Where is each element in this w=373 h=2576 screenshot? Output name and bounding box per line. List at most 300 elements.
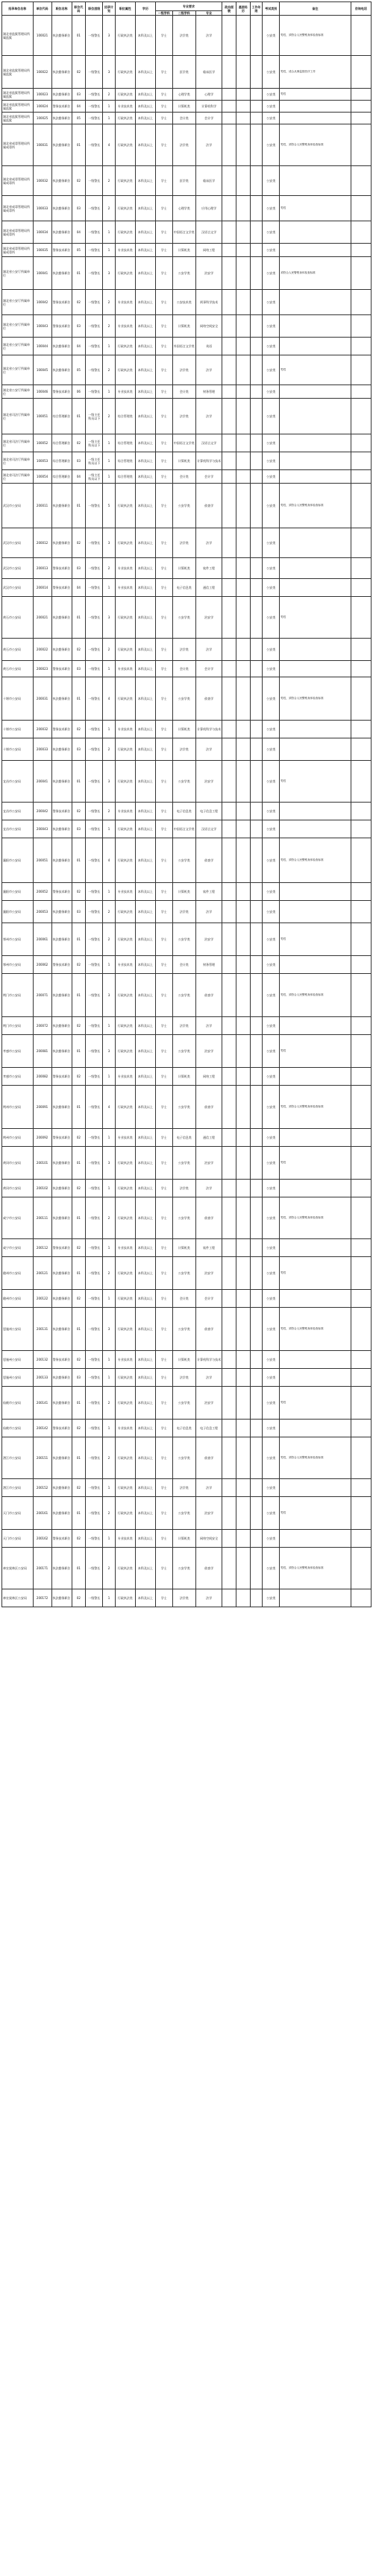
major-level3-cell: 会计学 [195, 470, 222, 484]
unit-code-cell: 100046 [33, 385, 51, 399]
plan-count-cell: 2 [103, 738, 116, 761]
unit-code-cell: 200012 [33, 528, 51, 558]
major-level3-cell: 侦查学 [195, 1197, 222, 1239]
major-level2-cell: 计算机类 [172, 1068, 195, 1086]
major-level3-cell: 法学 [195, 124, 222, 166]
major-level1-cell: 学士 [155, 113, 172, 124]
exam-type-cell: 公安类 [263, 1239, 280, 1257]
grassroots-cell [236, 974, 250, 1017]
exam-type-cell: 公安类 [263, 1257, 280, 1290]
exam-type-cell: 公安类 [263, 101, 280, 113]
major-level2-cell: 公安学类 [172, 1086, 195, 1129]
political-status-cell [222, 1086, 236, 1129]
exam-type-cell: 公安类 [263, 579, 280, 597]
remarks-cell: 男性，须符合人民警察身体检查标准 [280, 677, 351, 721]
major-level3-cell: 治安学 [195, 1147, 222, 1180]
exam-type-cell: 公安类 [263, 355, 280, 385]
exam-type-cell: 公安类 [263, 56, 280, 89]
political-status-cell [222, 452, 236, 470]
major-level3-cell: 计算机科学与技术 [195, 452, 222, 470]
political-status-cell [222, 1548, 236, 1589]
position-name-cell: 警务技术职位 [51, 883, 72, 901]
position-name-cell: 执法勤务职位 [51, 597, 72, 639]
major-level1-cell: 学士 [155, 838, 172, 883]
unit-name-cell: 天门市公安局 [2, 1497, 34, 1530]
education-cell: 本科及以上 [135, 290, 155, 315]
remarks-cell [280, 434, 351, 452]
work-exp-cell [250, 244, 263, 257]
unit-code-cell: 200043 [33, 820, 51, 838]
unit-name-cell: 湖北省戒毒管理局所属戒毒所 [2, 221, 34, 244]
education-cell: 本科及以上 [135, 1068, 155, 1086]
header-major-level2: 二级学科 [172, 11, 195, 16]
major-level2-cell: 法学类 [172, 1180, 195, 1197]
position-type-cell: 专业技术类 [115, 1420, 135, 1437]
remarks-cell [280, 738, 351, 761]
position-level-cell: 一级警长 [86, 528, 103, 558]
major-level1-cell: 学士 [155, 956, 172, 974]
major-level2-cell: 会计类 [172, 470, 195, 484]
grassroots-cell [236, 1437, 250, 1479]
position-code-cell: 02 [72, 1290, 86, 1308]
plan-count-cell: 1 [103, 1017, 116, 1035]
table-body [2, 16, 372, 1607]
grassroots-cell [236, 1548, 250, 1589]
major-level3-cell: 软件工程 [195, 1239, 222, 1257]
table-row [2, 1147, 372, 1180]
position-level-cell: 一级警长 [86, 355, 103, 385]
unit-name-cell: 荆州市公安局 [2, 1086, 34, 1129]
table-row [2, 484, 372, 528]
remarks-cell: 男性，须符合人民警察身体检查标准 [280, 974, 351, 1017]
plan-count-cell: 1 [103, 452, 116, 470]
work-exp-cell [250, 883, 263, 901]
position-code-cell: 01 [72, 1147, 86, 1180]
position-type-cell: 专业技术类 [115, 244, 135, 257]
major-level3-cell: 法学 [195, 1479, 222, 1497]
position-level-cell: 一级警长 [86, 1197, 103, 1239]
consult-phone-cell [351, 558, 371, 579]
grassroots-cell [236, 1017, 250, 1035]
plan-count-cell: 1 [103, 1479, 116, 1497]
unit-name-cell: 咸宁市公安局 [2, 1197, 34, 1239]
position-level-cell: 一级警长 [86, 820, 103, 838]
position-level-cell: 一级警长 [86, 101, 103, 113]
table-row [2, 399, 372, 434]
position-type-cell: 行政执法类 [115, 1589, 135, 1607]
table-row [2, 113, 372, 124]
major-level2-cell: 公安学类 [172, 257, 195, 290]
grassroots-cell [236, 1497, 250, 1530]
plan-count-cell: 1 [103, 338, 116, 355]
position-name-cell: 执法勤务职位 [51, 257, 72, 290]
consult-phone-cell [351, 166, 371, 196]
position-name-cell: 警务技术职位 [51, 1351, 72, 1369]
major-level1-cell: 学士 [155, 883, 172, 901]
plan-count-cell: 1 [103, 221, 116, 244]
position-code-cell: 01 [72, 597, 86, 639]
major-level2-cell: 法学类 [172, 639, 195, 661]
grassroots-cell [236, 803, 250, 820]
position-level-cell: 一级警长 [86, 113, 103, 124]
unit-code-cell: 100044 [33, 338, 51, 355]
exam-type-cell: 公安类 [263, 761, 280, 803]
unit-name-cell: 潜江市公安局 [2, 1479, 34, 1497]
work-exp-cell [250, 820, 263, 838]
exam-type-cell: 公安类 [263, 221, 280, 244]
unit-name-cell: 十堰市公安局 [2, 721, 34, 738]
unit-code-cell: 200101 [33, 1147, 51, 1180]
major-level3-cell: 侦查学 [195, 1308, 222, 1351]
major-level1-cell: 学士 [155, 528, 172, 558]
major-level2-cell: 法学类 [172, 528, 195, 558]
unit-code-cell: 200051 [33, 838, 51, 883]
work-exp-cell [250, 338, 263, 355]
position-level-cell: 一级警长 [86, 1068, 103, 1086]
position-code-cell: 01 [72, 1086, 86, 1129]
major-level3-cell: 计算机科学 [195, 101, 222, 113]
grassroots-cell [236, 721, 250, 738]
education-cell: 本科及以上 [135, 257, 155, 290]
major-level1-cell: 学士 [155, 1369, 172, 1387]
major-level1-cell: 学士 [155, 639, 172, 661]
grassroots-cell [236, 1129, 250, 1147]
table-row [2, 290, 372, 315]
consult-phone-cell [351, 738, 371, 761]
major-level3-cell: 应用心理学 [195, 196, 222, 221]
work-exp-cell [250, 1129, 263, 1147]
exam-type-cell: 公安类 [263, 338, 280, 355]
plan-count-cell: 2 [103, 399, 116, 434]
exam-type-cell: 公安类 [263, 1548, 280, 1589]
major-level1-cell: 学士 [155, 1437, 172, 1479]
unit-code-cell: 200171 [33, 1548, 51, 1589]
position-type-cell: 行政执法类 [115, 1257, 135, 1290]
position-name-cell: 执法勤务职位 [51, 89, 72, 101]
position-level-cell: 一级警长 [86, 639, 103, 661]
unit-code-cell: 200092 [33, 1129, 51, 1147]
major-level2-cell: 公安学类 [172, 1437, 195, 1479]
education-cell: 本科及以上 [135, 1351, 155, 1369]
consult-phone-cell [351, 1437, 371, 1479]
position-name-cell: 警务技术职位 [51, 290, 72, 315]
table-row [2, 124, 372, 166]
exam-type-cell: 公安类 [263, 1147, 280, 1180]
unit-name-cell: 湖北省公安厅所属单位 [2, 290, 34, 315]
position-level-cell: 一级警长 [86, 1387, 103, 1420]
exam-type-cell: 公安类 [263, 558, 280, 579]
position-name-cell: 警务技术职位 [51, 721, 72, 738]
grassroots-cell [236, 452, 250, 470]
header-position-level: 职位层级 [86, 2, 103, 16]
header-position-type: 职位属性 [115, 2, 135, 16]
consult-phone-cell [351, 901, 371, 923]
remarks-cell [280, 1479, 351, 1497]
table-row [2, 1420, 372, 1437]
political-status-cell [222, 196, 236, 221]
work-exp-cell [250, 124, 263, 166]
position-name-cell: 执法勤务职位 [51, 639, 72, 661]
major-level2-cell: 计算机类 [172, 883, 195, 901]
unit-name-cell: 孝感市公安局 [2, 1035, 34, 1068]
education-cell: 本科及以上 [135, 1387, 155, 1420]
unit-name-cell: 宜昌市公安局 [2, 803, 34, 820]
consult-phone-cell [351, 355, 371, 385]
plan-count-cell: 2 [103, 196, 116, 221]
education-cell: 本科及以上 [135, 761, 155, 803]
major-level2-cell: 电子信息类 [172, 1129, 195, 1147]
consult-phone-cell [351, 1129, 371, 1147]
major-level2-cell: 法学类 [172, 1479, 195, 1497]
plan-count-cell: 3 [103, 1147, 116, 1180]
grassroots-cell [236, 315, 250, 338]
political-status-cell [222, 1147, 236, 1180]
unit-name-cell: 武汉市公安局 [2, 558, 34, 579]
major-level3-cell: 侦查学 [195, 838, 222, 883]
unit-name-cell: 湖北省监狱管理局所属监狱 [2, 56, 34, 89]
table-row [2, 257, 372, 290]
plan-count-cell: 2 [103, 1387, 116, 1420]
education-cell: 本科及以上 [135, 221, 155, 244]
major-level1-cell: 学士 [155, 1548, 172, 1589]
political-status-cell [222, 528, 236, 558]
exam-type-cell: 公安类 [263, 1068, 280, 1086]
political-status-cell [222, 883, 236, 901]
header-education: 学历 [135, 2, 155, 16]
unit-code-cell: 100025 [33, 113, 51, 124]
major-level2-cell: 会计类 [172, 661, 195, 677]
grassroots-cell [236, 1239, 250, 1257]
plan-count-cell: 2 [103, 1437, 116, 1479]
position-code-cell: 03 [72, 196, 86, 221]
exam-type-cell: 公安类 [263, 901, 280, 923]
exam-type-cell: 公安类 [263, 470, 280, 484]
position-level-cell: 一级警长 [86, 385, 103, 399]
work-exp-cell [250, 452, 263, 470]
unit-name-cell: 荆门市公安局 [2, 974, 34, 1017]
consult-phone-cell [351, 315, 371, 338]
grassroots-cell [236, 355, 250, 385]
grassroots-cell [236, 1197, 250, 1239]
grassroots-cell [236, 196, 250, 221]
major-level1-cell: 学士 [155, 923, 172, 956]
unit-code-cell: 200122 [33, 1290, 51, 1308]
education-cell: 本科及以上 [135, 820, 155, 838]
plan-count-cell: 2 [103, 923, 116, 956]
education-cell: 本科及以上 [135, 470, 155, 484]
position-level-cell: 一级警长 [86, 221, 103, 244]
exam-type-cell: 公安类 [263, 677, 280, 721]
major-level3-cell: 电子信息工程 [195, 1420, 222, 1437]
remarks-cell [280, 1017, 351, 1035]
consult-phone-cell [351, 56, 371, 89]
position-name-cell: 执法勤务职位 [51, 1147, 72, 1180]
remarks-cell: 男性，须符合人民警察身体检查标准 [280, 124, 351, 166]
remarks-cell [280, 399, 351, 434]
political-status-cell [222, 677, 236, 721]
remarks-cell [280, 558, 351, 579]
unit-code-cell: 100043 [33, 315, 51, 338]
position-name-cell: 执法勤务职位 [51, 974, 72, 1017]
table-row [2, 16, 372, 56]
unit-code-cell: 200142 [33, 1420, 51, 1437]
political-status-cell [222, 113, 236, 124]
plan-count-cell: 1 [103, 1180, 116, 1197]
unit-name-cell: 黄石市公安局 [2, 661, 34, 677]
position-code-cell: 01 [72, 761, 86, 803]
table-row [2, 355, 372, 385]
position-type-cell: 行政执法类 [115, 1035, 135, 1068]
position-level-cell: 一级警长 [86, 661, 103, 677]
unit-code-cell: 200053 [33, 901, 51, 923]
position-name-cell: 警务技术职位 [51, 558, 72, 579]
major-level3-cell: 软件工程 [195, 558, 222, 579]
grassroots-cell [236, 661, 250, 677]
consult-phone-cell [351, 16, 371, 56]
grassroots-cell [236, 820, 250, 838]
position-level-cell: 一级主任科员以下 [86, 470, 103, 484]
unit-name-cell: 湖北省公安厅所属单位 [2, 338, 34, 355]
work-exp-cell [250, 1308, 263, 1351]
position-code-cell: 03 [72, 738, 86, 761]
political-status-cell [222, 579, 236, 597]
work-exp-cell [250, 221, 263, 244]
position-type-cell: 专业技术类 [115, 721, 135, 738]
position-level-cell: 一级警长 [86, 923, 103, 956]
position-type-cell: 行政执法类 [115, 923, 135, 956]
position-name-cell: 警务技术职位 [51, 1129, 72, 1147]
position-type-cell: 行政执法类 [115, 974, 135, 1017]
unit-name-cell: 武汉市公安局 [2, 484, 34, 528]
major-level1-cell: 学士 [155, 579, 172, 597]
unit-name-cell: 仙桃市公安局 [2, 1420, 34, 1437]
positions-table [1, 1, 372, 1607]
consult-phone-cell [351, 221, 371, 244]
work-exp-cell [250, 355, 263, 385]
political-status-cell [222, 1308, 236, 1351]
unit-name-cell: 随州市公安局 [2, 1257, 34, 1290]
header-unit-name: 招录单位名称 [2, 2, 34, 16]
table-row [2, 1197, 372, 1239]
exam-type-cell: 公安类 [263, 1497, 280, 1530]
unit-code-cell: 100041 [33, 257, 51, 290]
position-type-cell: 专业技术类 [115, 1239, 135, 1257]
political-status-cell [222, 803, 236, 820]
major-level1-cell: 学士 [155, 124, 172, 166]
education-cell: 本科及以上 [135, 1437, 155, 1479]
exam-type-cell: 公安类 [263, 124, 280, 166]
education-cell: 本科及以上 [135, 1479, 155, 1497]
table-row [2, 597, 372, 639]
exam-type-cell: 公安类 [263, 1129, 280, 1147]
position-type-cell: 行政执法类 [115, 113, 135, 124]
unit-code-cell: 200023 [33, 661, 51, 677]
unit-name-cell: 湖北省戒毒管理局所属戒毒所 [2, 244, 34, 257]
plan-count-cell: 3 [103, 528, 116, 558]
remarks-cell [280, 1290, 351, 1308]
position-name-cell: 执法勤务职位 [51, 1290, 72, 1308]
education-cell: 本科及以上 [135, 721, 155, 738]
work-exp-cell [250, 113, 263, 124]
education-cell: 本科及以上 [135, 434, 155, 452]
table-row [2, 221, 372, 244]
position-code-cell: 02 [72, 1589, 86, 1607]
major-level1-cell: 学士 [155, 221, 172, 244]
political-status-cell [222, 1239, 236, 1257]
position-level-cell: 一级警长 [86, 1351, 103, 1369]
position-name-cell: 执法勤务职位 [51, 838, 72, 883]
table-row [2, 1068, 372, 1086]
plan-count-cell: 2 [103, 355, 116, 385]
position-name-cell: 执法勤务职位 [51, 1387, 72, 1420]
major-level3-cell: 汉语言文学 [195, 820, 222, 838]
unit-code-cell: 200131 [33, 1308, 51, 1351]
exam-type-cell: 公安类 [263, 196, 280, 221]
consult-phone-cell [351, 1239, 371, 1257]
position-name-cell: 警务技术职位 [51, 803, 72, 820]
major-level2-cell: 法学类 [172, 355, 195, 385]
major-level2-cell: 公安学类 [172, 1147, 195, 1180]
unit-name-cell: 湖北省戒毒管理局所属戒毒所 [2, 124, 34, 166]
grassroots-cell [236, 1530, 250, 1548]
major-level1-cell: 学士 [155, 721, 172, 738]
major-level1-cell: 学士 [155, 399, 172, 434]
position-code-cell: 02 [72, 434, 86, 452]
unit-code-cell: 100033 [33, 196, 51, 221]
major-level3-cell: 侦查学 [195, 974, 222, 1017]
remarks-cell [280, 1351, 351, 1369]
major-level2-cell: 中国语言文学类 [172, 221, 195, 244]
header-row [2, 2, 372, 11]
unit-code-cell: 100022 [33, 56, 51, 89]
political-status-cell [222, 101, 236, 113]
exam-type-cell: 公安类 [263, 1369, 280, 1387]
unit-code-cell: 200162 [33, 1530, 51, 1548]
position-type-cell: 专业技术类 [115, 579, 135, 597]
grassroots-cell [236, 434, 250, 452]
major-level2-cell: 计算机类 [172, 721, 195, 738]
major-level3-cell: 侦查学 [195, 484, 222, 528]
consult-phone-cell [351, 1257, 371, 1290]
major-level3-cell: 会计学 [195, 113, 222, 124]
unit-code-cell: 200042 [33, 803, 51, 820]
major-level3-cell: 法学 [195, 528, 222, 558]
consult-phone-cell [351, 761, 371, 803]
work-exp-cell [250, 1035, 263, 1068]
exam-type-cell: 公安类 [263, 1290, 280, 1308]
major-level3-cell: 治安学 [195, 257, 222, 290]
unit-name-cell: 襄阳市公安局 [2, 838, 34, 883]
plan-count-cell: 1 [103, 434, 116, 452]
major-level3-cell: 网络工程 [195, 1068, 222, 1086]
table-row [2, 1497, 372, 1530]
exam-type-cell: 公安类 [263, 1351, 280, 1369]
table-row [2, 1548, 372, 1589]
major-level3-cell: 治安学 [195, 597, 222, 639]
major-level2-cell: 公安学类 [172, 1308, 195, 1351]
major-level2-cell: 会计类 [172, 956, 195, 974]
position-code-cell: 05 [72, 113, 86, 124]
education-cell: 本科及以上 [135, 124, 155, 166]
unit-code-cell: 200152 [33, 1479, 51, 1497]
unit-name-cell: 湖北省司法厅所属单位 [2, 470, 34, 484]
plan-count-cell: 2 [103, 901, 116, 923]
position-level-cell: 一级警长 [86, 883, 103, 901]
position-code-cell: 02 [72, 1180, 86, 1197]
table-row [2, 1437, 372, 1479]
work-exp-cell [250, 385, 263, 399]
position-level-cell: 一级警长 [86, 1548, 103, 1589]
